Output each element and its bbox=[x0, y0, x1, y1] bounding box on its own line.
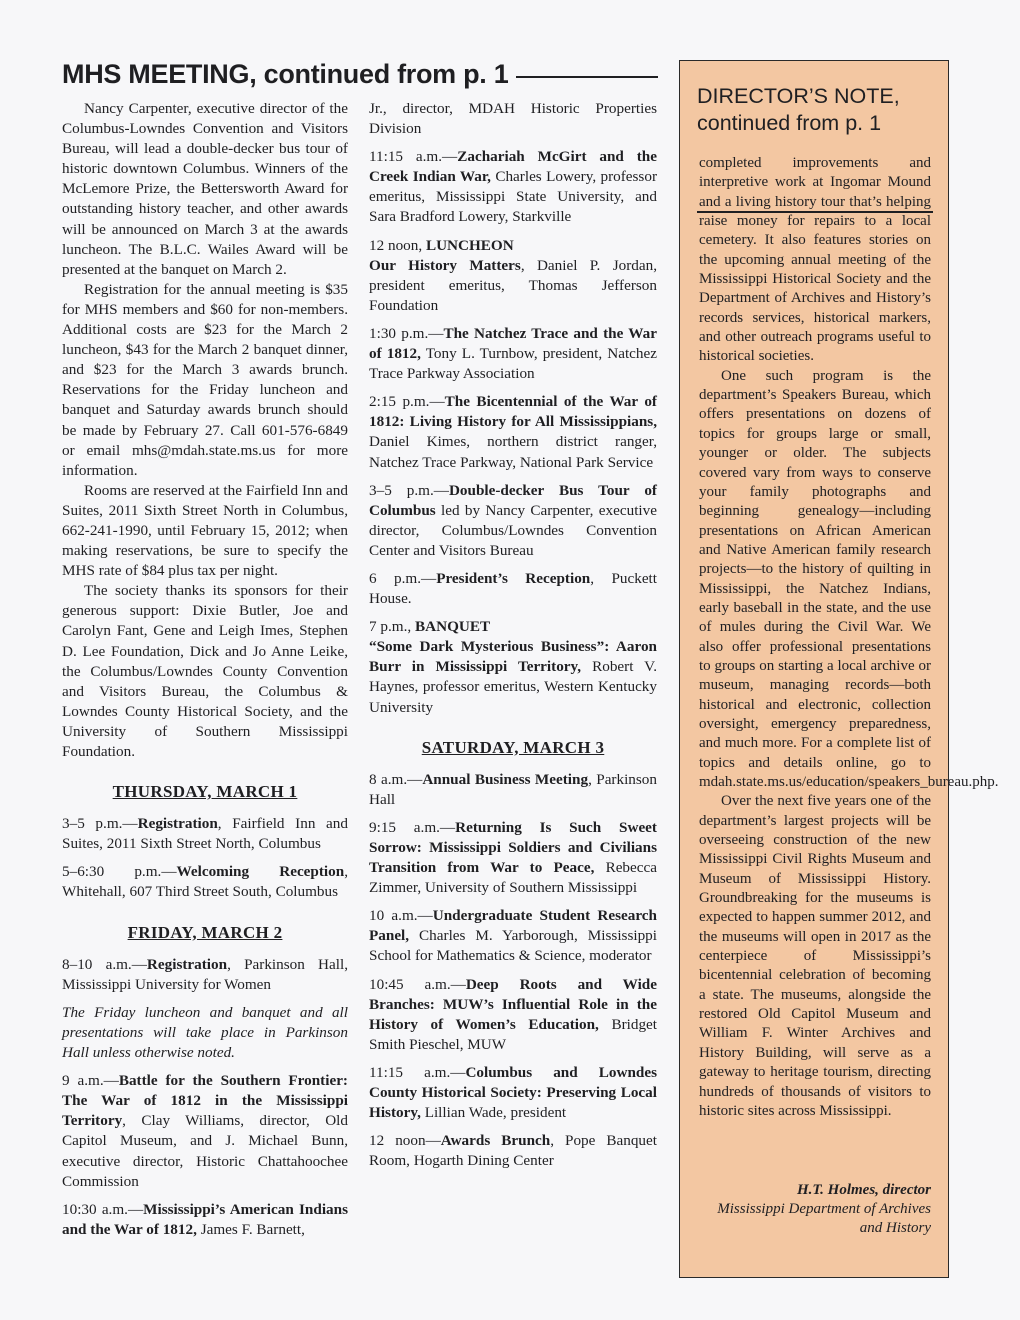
schedule-entry bbox=[369, 236, 657, 316]
entry-time: 12 noon, bbox=[369, 236, 426, 254]
note-paragraph: Over the next five years one of the department’s largest projects will be overseeing construction of the new Mississippi Civil Rights Museum and Museum of Mississippi History. Groundbreaking for the museums is expected to happen summer 2012, and the museums will open in 2017 as the centerpiece of Mississippi’s bicentennial celebration of becoming a state. The museums, alongside the restored Old Capitol Museum and William F. Winter Archives and History Building, will serve as a gateway to heritage tourism, directing hundreds of thousands of visitors to historic sites across Mississippi. bbox=[699, 793, 931, 1119]
schedule-entry bbox=[369, 1063, 657, 1123]
note-paragraph: One such program is the department’s Speakers Bureau, which offers presentations on dozens of topics for groups large or small, younger or older. The subjects covered vary from ways to conserve your family photographs and beginning genealogy—including presentations on African American and Native American family research projects—to the history of quilting in Mississippi, the Natchez Indians, early baseball in the state, and the use of mules during the Civil War. We also offer professional presentations to groups on starting a local archive or museum, managing records—both historical and electronic, collection oversight, emergency preparedness, and much more. For a complete list of topics and details online, go to mdah.state.ms.us/education/speakers_bureau.php. bbox=[699, 367, 999, 790]
entry-title: Awards Brunch bbox=[440, 1132, 551, 1150]
entry-continuation: Jr., director, MDAH Historic Properties Division bbox=[369, 100, 657, 138]
entry-time: 8–10 a.m.— bbox=[62, 955, 147, 973]
entry-time: 10:30 a.m.— bbox=[62, 1200, 144, 1218]
entry-detail: , Parkinson Hall, Mississippi University for Women bbox=[62, 955, 348, 993]
entry-title: The Bicentennial of the War of 1812: Living History for All Mississippians, bbox=[369, 393, 657, 431]
entry-detail: , Clay Williams, director, Old Capitol Museum, and J. Michael Bunn, executive director, Historic Chattahoochee Commission bbox=[62, 1112, 348, 1190]
entry-time: 9:15 a.m.— bbox=[369, 818, 456, 836]
column-middle bbox=[369, 99, 657, 1179]
entry-detail: Robert V. Haynes, professor emeritus, Western Kentucky University bbox=[369, 658, 657, 716]
entry-detail: , Fairfield Inn and Suites, 2011 Sixth Street North, Columbus bbox=[62, 815, 348, 853]
entry-detail: , Pope Banquet Room, Hogarth Dining Center bbox=[369, 1132, 657, 1170]
entry-time: 3–5 p.m.— bbox=[369, 481, 449, 499]
column-left bbox=[62, 99, 348, 1248]
entry-time: 3–5 p.m.— bbox=[62, 815, 138, 833]
schedule-entry bbox=[369, 770, 657, 810]
schedule-entry bbox=[369, 481, 657, 561]
schedule-entry bbox=[369, 324, 657, 384]
friday-note: The Friday luncheon and banquet and all presentations will take place in Parkinson Hall unless otherwise noted. bbox=[62, 1003, 348, 1062]
note-paragraph: completed improvements and interpretive work at Ingomar Mound and a living history tour that’s helping raise money for repairs to a local cemetery. It also features stories on the upcoming annual meeting of the Mississippi Historical Society and the Department of Archives and History’s records services, historical markers, and other outreach programs useful to historical societies. bbox=[699, 155, 931, 365]
schedule-entry bbox=[369, 392, 657, 472]
entry-title: LUNCHEON bbox=[425, 236, 514, 254]
entry-time: 12 noon— bbox=[369, 1132, 441, 1150]
entry-time: 2:15 p.m.— bbox=[369, 393, 445, 411]
entry-time: 6 p.m.— bbox=[369, 569, 437, 587]
entry-detail: Bridget Smith Pieschel, MUW bbox=[369, 1015, 658, 1053]
schedule-entry bbox=[62, 1200, 348, 1240]
schedule-entry bbox=[369, 975, 657, 1055]
schedule-entry bbox=[369, 1131, 657, 1171]
entry-detail: Lillian Wade, president bbox=[420, 1104, 567, 1122]
signature-block bbox=[699, 1181, 931, 1238]
entry-title: BANQUET bbox=[415, 618, 491, 636]
signature-name: H.T. Holmes, director bbox=[796, 1182, 931, 1198]
directors-note-box bbox=[679, 60, 999, 1278]
day-heading-thursday: THURSDAY, MARCH 1 bbox=[112, 782, 298, 802]
entry-title: Double-decker Bus Tour of Columbus bbox=[369, 481, 657, 519]
directors-note-body bbox=[699, 154, 999, 1121]
entry-detail: James F. Barnett, bbox=[196, 1220, 305, 1238]
entry-detail: , Puckett House. bbox=[369, 569, 657, 608]
entry-time: 8 a.m.— bbox=[369, 770, 423, 788]
entry-title: Columbus and Lowndes County Historical Society: Preserving Local History, bbox=[369, 1063, 658, 1122]
schedule-entry bbox=[62, 1071, 348, 1192]
entry-title: Mississippi’s American Indians and the War of 1812, bbox=[62, 1200, 348, 1238]
schedule-entry bbox=[369, 906, 657, 966]
schedule-entry bbox=[62, 955, 348, 995]
entry-detail: Tony L. Turnbow, president, Natchez Trace Parkway Association bbox=[369, 345, 657, 383]
schedule-entry bbox=[369, 569, 657, 609]
entry-detail: Charles Lowery, professor emeritus, Mississippi State University, and Sara Bradford Lowery, Starkville bbox=[369, 168, 657, 226]
article-paragraph: Nancy Carpenter, executive director of the Columbus-Lowndes Convention and Visitors Bureau, will lead a double-decker bus tour of historic downtown Columbus. Winners of the McLemore Prize, the Bettersworth Award for outstanding history teacher, and other awards will be announced on March 3 at the awards luncheon. The B.L.C. Wailes Award will be presented at the banquet on March 2. bbox=[62, 100, 348, 278]
section-header bbox=[62, 56, 658, 92]
entry-title: Zachariah McGirt and the Creek Indian War, bbox=[369, 148, 657, 186]
section-title: MHS MEETING, continued from p. 1 bbox=[62, 58, 509, 89]
entry-detail: Rebecca Zimmer, University of Southern Mississippi bbox=[369, 859, 657, 897]
entry-time: 10 a.m.— bbox=[369, 907, 433, 925]
entry-title: Battle for the Southern Frontier: The War of 1812 in the Mississippi Territory bbox=[62, 1072, 348, 1130]
entry-time: 11:15 a.m.— bbox=[369, 1063, 466, 1081]
entry-time: 9 a.m.— bbox=[62, 1072, 119, 1090]
entry-detail: led by Nancy Carpenter, executive director, Columbus/Lowndes Convention Center and Visitors Bureau bbox=[369, 501, 657, 559]
schedule-entry bbox=[62, 862, 348, 902]
schedule-entry bbox=[369, 617, 657, 717]
article-paragraph: Registration for the annual meeting is $35 for MHS members and $60 for non-members. Additional costs are $23 for the March 2 luncheon, $43 for the March 2 banquet dinner, and $23 for the March 3 awards brunch. Reservations for the Friday luncheon and banquet and Saturday awards brunch should be made by February 27. Call 601-576-6849 or email mhs@mdah.state.ms.us for more information. bbox=[62, 280, 348, 479]
entry-title: Registration bbox=[146, 955, 228, 973]
entry-time: 10:45 a.m.— bbox=[369, 975, 466, 993]
entry-title: Deep Roots and Wide Branches: MUW’s Influential Role in the History of Women’s Education, bbox=[369, 975, 657, 1033]
entry-detail: Charles M. Yarborough, Mississippi School for Mathematics & Science, moderator bbox=[369, 927, 657, 965]
entry-title: Returning Is Such Sweet Sorrow: Mississippi Soldiers and Civilians Transition from War to Peace, bbox=[369, 818, 657, 877]
article-paragraph: The society thanks its sponsors for their generous support: Dixie Butler, Joe and Carolyn Fant, Gene and Leigh Imes, Stephen D. Lee Foundation, Dick and Jo Anne Leike, the Columbus/Lowndes County Convention and Visitors Bureau, the Columbus & Lowndes County Historical Society, and the University of Southern Mississippi Foundation. bbox=[62, 582, 348, 760]
entry-time: 5–6:30 p.m.— bbox=[62, 863, 177, 881]
article-paragraph: Rooms are reserved at the Fairfield Inn and Suites, 2011 Sixth Street North in Columbus, 662-241-1990, until February 15, 2012; when making reservations, be sure to specify the MHS rate of $84 plus tax per night. bbox=[62, 481, 348, 580]
entry-title: Undergraduate Student Research Panel, bbox=[369, 907, 657, 945]
entry-time: 1:30 p.m.— bbox=[369, 324, 444, 342]
entry-title: Registration bbox=[137, 815, 218, 833]
day-heading-saturday: SATURDAY, MARCH 3 bbox=[421, 737, 605, 757]
entry-title: Welcoming Reception bbox=[176, 863, 345, 881]
header-rule bbox=[516, 76, 658, 78]
signature-org: Mississippi Department of Archives and History bbox=[717, 1201, 931, 1236]
day-heading-friday: FRIDAY, MARCH 2 bbox=[127, 922, 283, 942]
directors-note-title: DIRECTOR’S NOTE, continued from p. 1 bbox=[697, 84, 900, 135]
schedule-entry bbox=[369, 818, 657, 898]
entry-title: Annual Business Meeting bbox=[422, 770, 589, 788]
entry-time: 11:15 a.m.— bbox=[369, 148, 458, 166]
entry-detail: , Parkinson Hall bbox=[369, 770, 657, 808]
entry-time: 7 p.m., bbox=[369, 618, 415, 636]
entry-detail: , Daniel P. Jordan, president emeritus, Thomas Jefferson Foundation bbox=[369, 256, 657, 314]
entry-subtitle: Our History Matters bbox=[369, 256, 521, 274]
schedule-entry bbox=[369, 147, 657, 227]
entry-detail: , Whitehall, 607 Third Street South, Columbus bbox=[62, 863, 348, 901]
entry-title: President’s Reception bbox=[436, 569, 591, 587]
entry-subtitle: “Some Dark Mysterious Business”: Aaron Burr in Mississippi Territory, bbox=[369, 638, 657, 676]
entry-detail: Daniel Kimes, northern district ranger, Natchez Trace Parkway, National Park Service bbox=[369, 433, 657, 471]
entry-title: The Natchez Trace and the War of 1812, bbox=[369, 324, 657, 363]
schedule-entry bbox=[62, 814, 348, 854]
